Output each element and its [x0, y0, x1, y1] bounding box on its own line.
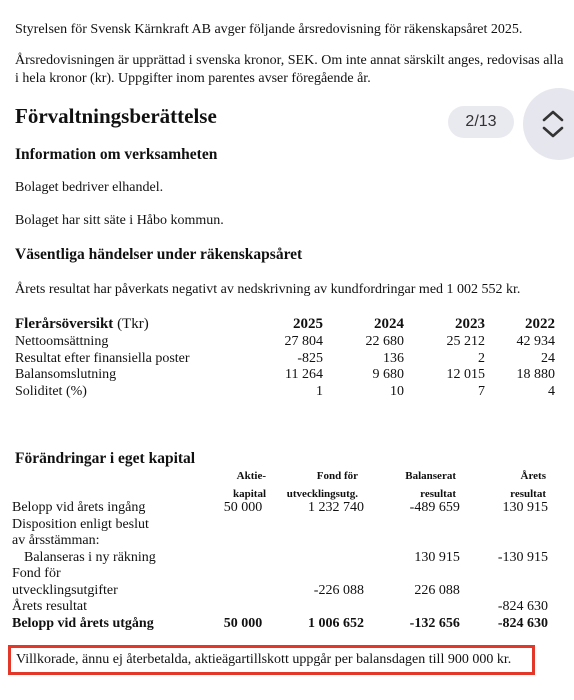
- table-row: [15, 384, 555, 401]
- cell-value: -226 088: [313, 582, 364, 598]
- cell-value: 2: [478, 350, 485, 366]
- highlighted-note: Villkorade, ännu ej återbetalda, aktieägartillskott uppgår per balansdagen till 900 000 kr.: [8, 645, 535, 675]
- cell-value: [200, 533, 263, 550]
- column-header-development-fund: [270, 467, 358, 503]
- cell-value: 7: [478, 383, 485, 399]
- cell-value: 9 680: [372, 367, 404, 382]
- table-total-row: [12, 616, 548, 633]
- multi-year-title-text: Flerårsöversikt: [15, 316, 114, 333]
- intro-line-2: Årsredovisningen är upprättad i svenska kronor, SEK. Om inte annat särskilt anges, redovisas alla: [15, 53, 564, 68]
- cell-value: [262, 517, 364, 534]
- cell-value: 22 680: [365, 334, 404, 349]
- cell-value: 4: [548, 383, 555, 399]
- equity-heading: Förändringar i eget kapital: [15, 450, 196, 467]
- page-title: Förvaltningsberättelse: [15, 104, 217, 128]
- cell-value: 18 880: [516, 367, 555, 382]
- cell-value: 27 804: [284, 334, 323, 349]
- table-row: [12, 533, 548, 550]
- column-header-retained-earnings: [372, 467, 456, 503]
- cell-value: 50 000: [223, 500, 263, 515]
- row-label: Soliditet (%): [15, 383, 87, 399]
- cell-value: [200, 517, 263, 534]
- info-paragraph-1: Bolaget bedriver elhandel.: [15, 180, 164, 195]
- page-indicator: 2/13: [448, 106, 514, 138]
- table-row: [12, 599, 548, 616]
- row-label: Balanseras i ny räkning: [24, 549, 156, 565]
- cell-value: [364, 517, 460, 534]
- intro-line-3: i hela kronor (kr). Uppgifter inom parentes avser föregående år.: [15, 71, 371, 86]
- table-row: [12, 583, 548, 600]
- cell-value: 25 212: [446, 334, 485, 349]
- year-header: 2025: [293, 316, 323, 333]
- column-header-line: Aktie-: [236, 470, 266, 482]
- cell-value: [200, 566, 263, 583]
- multi-year-title: [15, 315, 233, 334]
- row-label: av årsstämman:: [12, 533, 100, 548]
- cell-value: [364, 599, 460, 616]
- row-label: Fond för: [12, 566, 61, 581]
- cell-value: [364, 566, 460, 583]
- table-row: [12, 550, 548, 567]
- cell-value: 24: [541, 350, 555, 366]
- row-label: Nettoomsättning: [15, 334, 109, 349]
- cell-value: [200, 599, 263, 616]
- row-label: Belopp vid årets ingång: [12, 500, 146, 515]
- cell-value: 1: [316, 383, 323, 399]
- table-header-row: [15, 315, 555, 334]
- cell-value: [200, 583, 263, 600]
- cell-value: 10: [390, 383, 404, 399]
- cell-value: 1 006 652: [307, 615, 364, 631]
- info-heading: Information om verksamheten: [15, 146, 218, 163]
- cell-value: [460, 517, 548, 534]
- table-row: [15, 367, 555, 384]
- table-row: [12, 566, 548, 583]
- page-scroll-button[interactable]: [523, 88, 574, 160]
- column-header-line: utvecklingsutg.: [286, 488, 358, 500]
- row-label: Disposition enligt beslut: [12, 516, 149, 532]
- cell-value: 42 934: [516, 334, 555, 349]
- cell-value: -825: [297, 350, 323, 366]
- cell-value: [460, 566, 548, 583]
- multi-year-table: [15, 315, 555, 400]
- column-header-year-result: [470, 467, 546, 503]
- cell-value: -824 630: [497, 615, 548, 631]
- cell-value: 1 232 740: [307, 500, 364, 515]
- column-header-share-capital: [210, 467, 266, 503]
- intro-line-1: Styrelsen för Svensk Kärnkraft AB avger följande årsredovisning för räkenskapsåret 2025.: [15, 22, 523, 37]
- cell-value: -130 915: [497, 549, 548, 565]
- equity-table: [12, 500, 548, 632]
- events-paragraph: Årets resultat har påverkats negativt av nedskrivning av kundfordringar med 1 002 552 kr.: [15, 282, 521, 297]
- cell-value: -132 656: [409, 615, 460, 631]
- year-header: 2022: [525, 316, 555, 333]
- column-header-line: resultat: [510, 488, 546, 500]
- cell-value: [200, 550, 263, 567]
- table-row: [15, 334, 555, 351]
- cell-value: 12 015: [446, 367, 485, 382]
- row-label: utvecklingsutgifter: [12, 582, 118, 598]
- column-header-line: kapital: [232, 488, 266, 500]
- chevron-up-down-icon: [539, 108, 567, 140]
- multi-year-unit: (Tkr): [117, 316, 149, 333]
- cell-value: 130 915: [502, 500, 548, 515]
- cell-value: -824 630: [497, 599, 548, 614]
- year-header: 2024: [374, 316, 404, 333]
- row-label: Resultat efter finansiella poster: [15, 350, 190, 366]
- cell-value: 50 000: [223, 615, 263, 631]
- cell-value: [262, 599, 364, 616]
- info-paragraph-2: Bolaget har sitt säte i Håbo kommun.: [15, 213, 224, 228]
- column-header-line: Årets: [520, 470, 546, 482]
- table-row: [15, 351, 555, 368]
- year-header: 2023: [455, 316, 485, 333]
- row-label: Årets resultat: [12, 599, 88, 614]
- cell-value: [460, 583, 548, 600]
- cell-value: [262, 550, 364, 567]
- events-heading: Väsentliga händelser under räkenskapsåret: [15, 246, 303, 263]
- cell-value: [364, 533, 460, 550]
- cell-value: [460, 533, 548, 550]
- row-label: Belopp vid årets utgång: [12, 615, 154, 631]
- column-header-line: Balanserat: [405, 470, 456, 482]
- cell-value: 136: [383, 350, 404, 366]
- cell-value: [262, 566, 364, 583]
- cell-value: [262, 533, 364, 550]
- cell-value: -489 659: [409, 500, 460, 515]
- row-label: Balansomslutning: [15, 367, 117, 382]
- column-header-line: resultat: [420, 488, 456, 500]
- column-header-line: Fond för: [316, 470, 358, 482]
- cell-value: 130 915: [414, 549, 460, 565]
- cell-value: 11 264: [285, 367, 323, 382]
- table-row: [12, 500, 548, 517]
- cell-value: 226 088: [414, 582, 460, 598]
- table-row: [12, 517, 548, 534]
